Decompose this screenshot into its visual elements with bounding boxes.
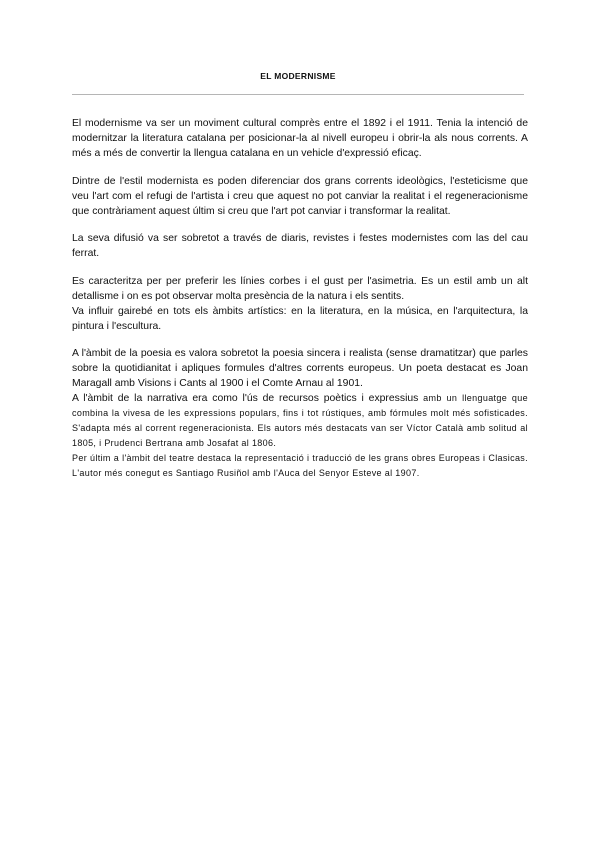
paragraph-intro: El modernisme va ser un moviment cultural comprès entre el 1892 i el 1911. Tenia la intenció de modernitzar la literatura catalana per posicionar-la al nivell europeu i obrir-la als nous corrents. A més a més de convertir la llengua catalana en un vehicle d'expressió eficaç. — [72, 118, 528, 159]
document-body — [72, 116, 528, 480]
paragraph-caracteristiques: Es caracteritza per per preferir les línies corbes i el gust per l'asimetria. Es un estil amb un alt detallisme i on es pot observar molta presència de la natura i els sentits. — [72, 275, 528, 302]
paragraph-narrativa — [72, 391, 528, 451]
page-title: EL MODERNISME — [260, 71, 336, 81]
paragraph-teatre: Per últim a l'àmbit del teatre destaca la representació i traducció de les grans obres Europeas i Clasicas. L'autor més conegut es Santiago Rusiñol amb l'Auca del Senyor Esteve al 1907. — [72, 453, 528, 478]
narrativa-continuation: amb un llenguatge que combina la vivesa de les expressions populars, fins i tot rústiques, amb fórmules molt més sofisticades. S'adapta més al corrent regeneracionista. Els autors més destacats van ser Víctor Català amb solitud al 1805, i Prudenci Bertrana amb Josafat al 1806. — [72, 393, 528, 448]
paragraph-poesia: A l'àmbit de la poesia es valora sobretot la poesia sincera i realista (sense dramatitzar) que parles sobre la quotidianitat i apliques formules d'altres corrents europeus. Un poeta destacat es Joan Maragall amb Visions i Cants al 1900 i el Comte Arnau al 1901. — [72, 348, 528, 389]
paragraph-ambits: Va influir gairebé en tots els àmbits artístics: en la literatura, en la música, en l'arquitectura, la pintura i l'escultura. — [72, 305, 528, 332]
narrativa-lead: A l'àmbit de la narrativa era como l'ús de recursos poètics i expressius — [72, 393, 419, 404]
paragraph-corrents: Dintre de l'estil modernista es poden diferenciar dos grans corrents ideològics, l'esteticisme que veu l'art com el refugi de l'artista i creu que aquest no pot canviar la realitat i el regeneracionisme que contràriament aquest últim si creu que l'art pot canviar i transformar la realitat. — [72, 175, 528, 217]
title-divider — [72, 94, 524, 95]
paragraph-difusio: La seva difusió va ser sobretot a través de diaris, revistes i festes modernistes com las del cau ferrat. — [72, 233, 528, 259]
